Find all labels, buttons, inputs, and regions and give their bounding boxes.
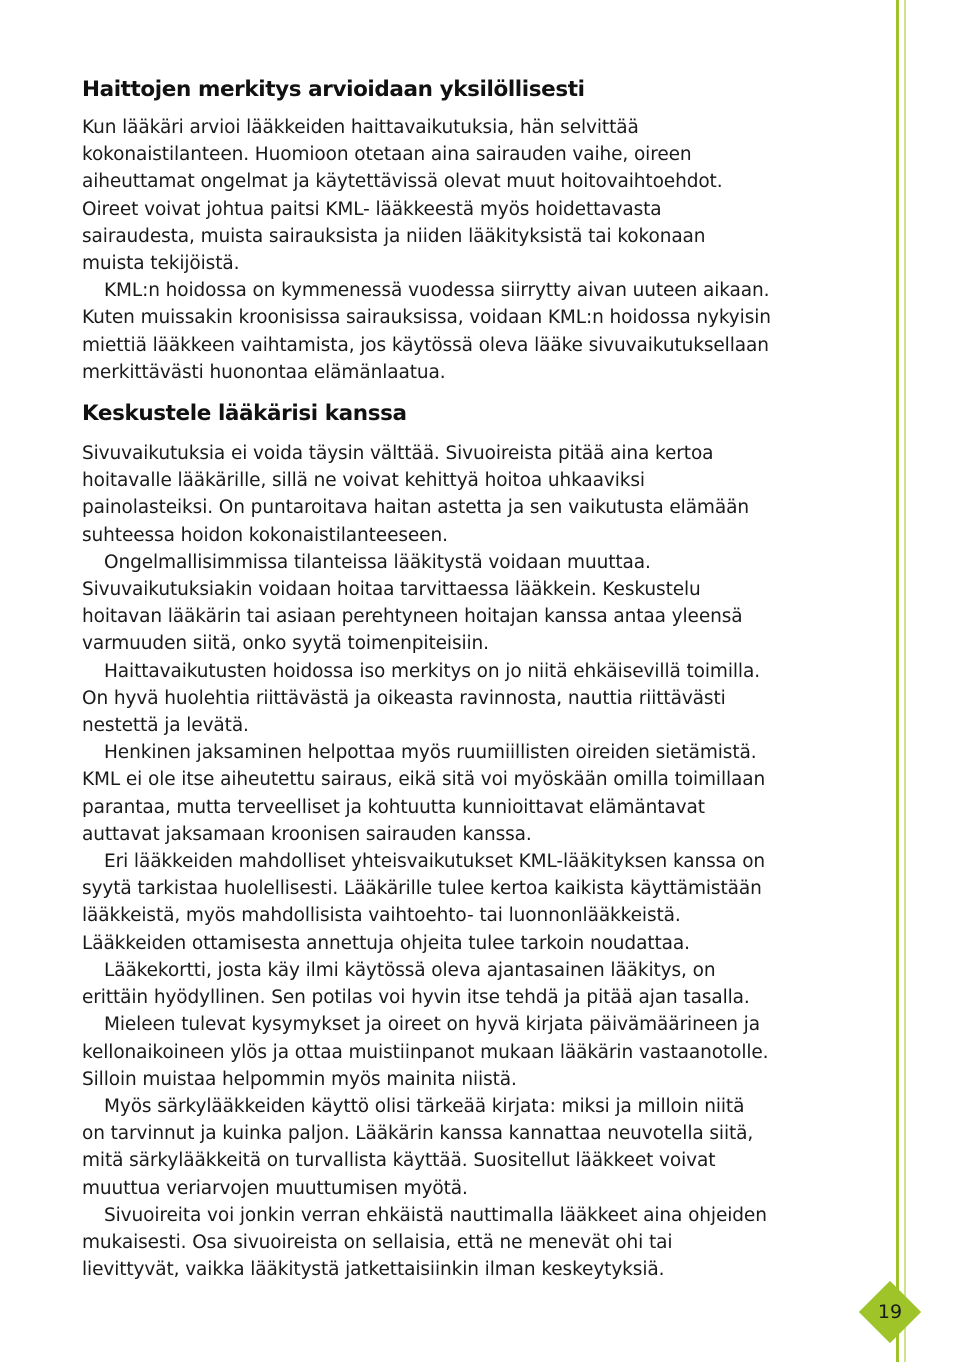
- paragraph: Mieleen tulevat kysymykset ja oireet on hyvä kirjata päivämäärineen ja kellonaikoineen ylös ja ottaa muistiinpanot mukaan lääkärin vastaanotolle. Silloin muistaa helpommin myös mainita niistä.: [82, 1014, 769, 1090]
- paragraph: Sivuvaikutuksia ei voida täysin välttää. Sivuoireista pitää aina kertoa hoitavalle lääkärille, sillä ne voivat kehittyä hoitoa uhkaaviksi painolasteiksi. On puntaroitava haitan astetta ja sen vaikutusta elämään suhteessa hoidon kokonaistilanteeseen.: [82, 443, 749, 546]
- page-number: 19: [877, 1301, 903, 1323]
- paragraph: Sivuoireita voi jonkin verran ehkäistä nauttimalla lääkkeet aina ohjeiden mukaisesti. Osa sivuoireista on sellaisia, että ne menevät ohi tai lievittyvät, vaikka lääkitystä jatkettaisiinkin ilman keskeytyksiä.: [82, 1204, 767, 1281]
- paragraph: Ongelmallisimmissa tilanteissa lääkitystä voidaan muuttaa. Sivuvaikutuksiakin voidaan hoitaa tarvittaessa lääkkein. Keskustelu hoitavan lääkärin tai asiaan perehtyneen hoitajan kanssa antaa yleensä varmuuden siitä, onko syytä toimenpiteisiin.: [82, 551, 743, 655]
- article-body: [82, 76, 772, 1283]
- paragraph: Lääkekortti, josta käy ilmi käytössä oleva ajantasainen lääkitys, on erittäin hyödyllinen. Sen potilas voi hyvin itse tehdä ja pitää ajan tasalla.: [82, 959, 750, 1009]
- light-green-edge-line: [904, 0, 906, 1362]
- page-edge-band: [890, 0, 960, 1362]
- section-haittojen-merkitys: [82, 76, 772, 386]
- paragraph: Eri lääkkeiden mahdolliset yhteisvaikutukset KML-lääkityksen kanssa on syytä tarkistaa huolellisesti. Lääkärille tulee kertoa kaikista käyttämistään lääkkeistä, myös mahdollisista vaihtoehto- tai luonnonlääkkeistä. Lääkkeiden ottamisesta annettuja ohjeita tulee tarkoin noudattaa.: [82, 851, 766, 954]
- paragraph: KML:n hoidossa on kymmenessä vuodessa siirrytty aivan uuteen aikaan. Kuten muissakin kroonisissa sairauksissa, voidaan KML:n hoidossa nykyisin miettiä lääkkeen vaihtamista, jos käytössä oleva lääke sivuvaikutuksellaan merkittävästi huonontaa elämänlaatua.: [82, 280, 771, 383]
- section-heading: Haittojen merkitys arvioidaan yksilöllisesti: [82, 77, 585, 102]
- paragraph: Kun lääkäri arvioi lääkkeiden haittavaikutuksia, hän selvittää kokonaistilanteen. Huomioon otetaan aina sairauden vaihe, oireen aiheuttamat ongelmat ja käytettävissä olevat muut hoitovaihtoehdot. Oireet voivat johtua paitsi KML- lääkkeestä myös hoidettavasta sairaudesta, muista sairauksista ja niiden lääkityksistä tai kokonaan muista tekijöistä.: [82, 117, 723, 275]
- green-edge-line: [896, 0, 899, 1362]
- paragraph: Haittavaikutusten hoidossa iso merkitys on jo niitä ehkäisevillä toimilla. On hyvä huolehtia riittävästä ja oikeasta ravinnosta, nauttia riittävästi nestettä ja levätä.: [82, 660, 760, 737]
- paragraph: Henkinen jaksaminen helpottaa myös ruumiillisten oireiden sietämistä. KML ei ole itse aiheutettu sairaus, eikä sitä voi myöskään omilla toimillaan parantaa, mutta terveelliset ja kohtuutta kunnioittavat elämäntavat auttavat jaksamaan kroonisen sairauden kanssa.: [82, 742, 766, 845]
- section-heading: Keskustele lääkärisi kanssa: [82, 401, 407, 427]
- paragraph: Myös särkylääkkeiden käyttö olisi tärkeää kirjata: miksi ja milloin niitä on tarvinnut ja kuinka paljon. Lääkärin kanssa kannattaa neuvotella siitä, mitä särkylääkkeitä on turvallista käyttää. Suositellut lääkkeet voivat muuttua veriarvojen muuttumisen myötä.: [82, 1095, 754, 1199]
- section-keskustele-laakarisi-kanssa: [82, 400, 772, 1283]
